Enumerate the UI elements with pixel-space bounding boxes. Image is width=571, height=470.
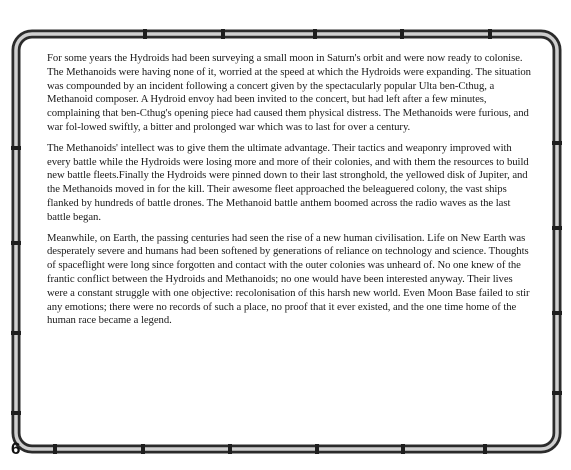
story-paragraph-1: For some years the Hydroids had been surveying a small moon in Saturn's orbit and were now ready to colonise. The Methanoids were having none of it, worried at the speed at which the Hydroids were expanding. The situation was compounded by an incident following a concert given by the spectacularly popular Ulta ben-Cthug, a Methanoid composer. A Hydroid envoy had been invited to the concert, but had left after a few minutes, complaining that ben-Cthug's opening piece had caused them physical distress. The Methanoids were furious, and war fol-lowed swiftly, a bitter and prolonged war which was to last for over a century. xyxy=(47,52,531,133)
page-number: 6 xyxy=(11,439,21,458)
story-paragraph-3: Meanwhile, on Earth, the passing centuries had seen the rise of a new human civilisation. Life on New Earth was desperately severe and humans had been softened by generations of reliance on technology and science. Thoughts of spaceflight were long since forgotten and contact with the outer colonies was unheard of. No one knew of the frantic conflict between the Hydroids and Methanoids; no one would have been interested anyway. Their lives were a constant struggle with one objective: recolonisation of this harsh new world. Even Moon Base failed to stir any emotions; there were no records of such a place, no proof that it ever existed, and the one time home of the human race became a legend. xyxy=(47,231,530,327)
story-paragraph-2: The Methanoids' intellect was to give them the ultimate advantage. Their tactics and weaponry improved with every battle while the Hydroids were losing more and more of their colonies, and with them the resources to build new battle fleets.Finally the Hydroids were pinned down to their last stronghold, the yellowed disk of Jupiter, and the Methanoids moved in for the kill. Their awesome fleet approached the beleaguered colony, the vast ships flanked by hundreds of battle drones. The Methanoid battle anthem boomed across the radio waves as the last battle began. xyxy=(47,141,529,223)
story-text xyxy=(47,52,535,335)
